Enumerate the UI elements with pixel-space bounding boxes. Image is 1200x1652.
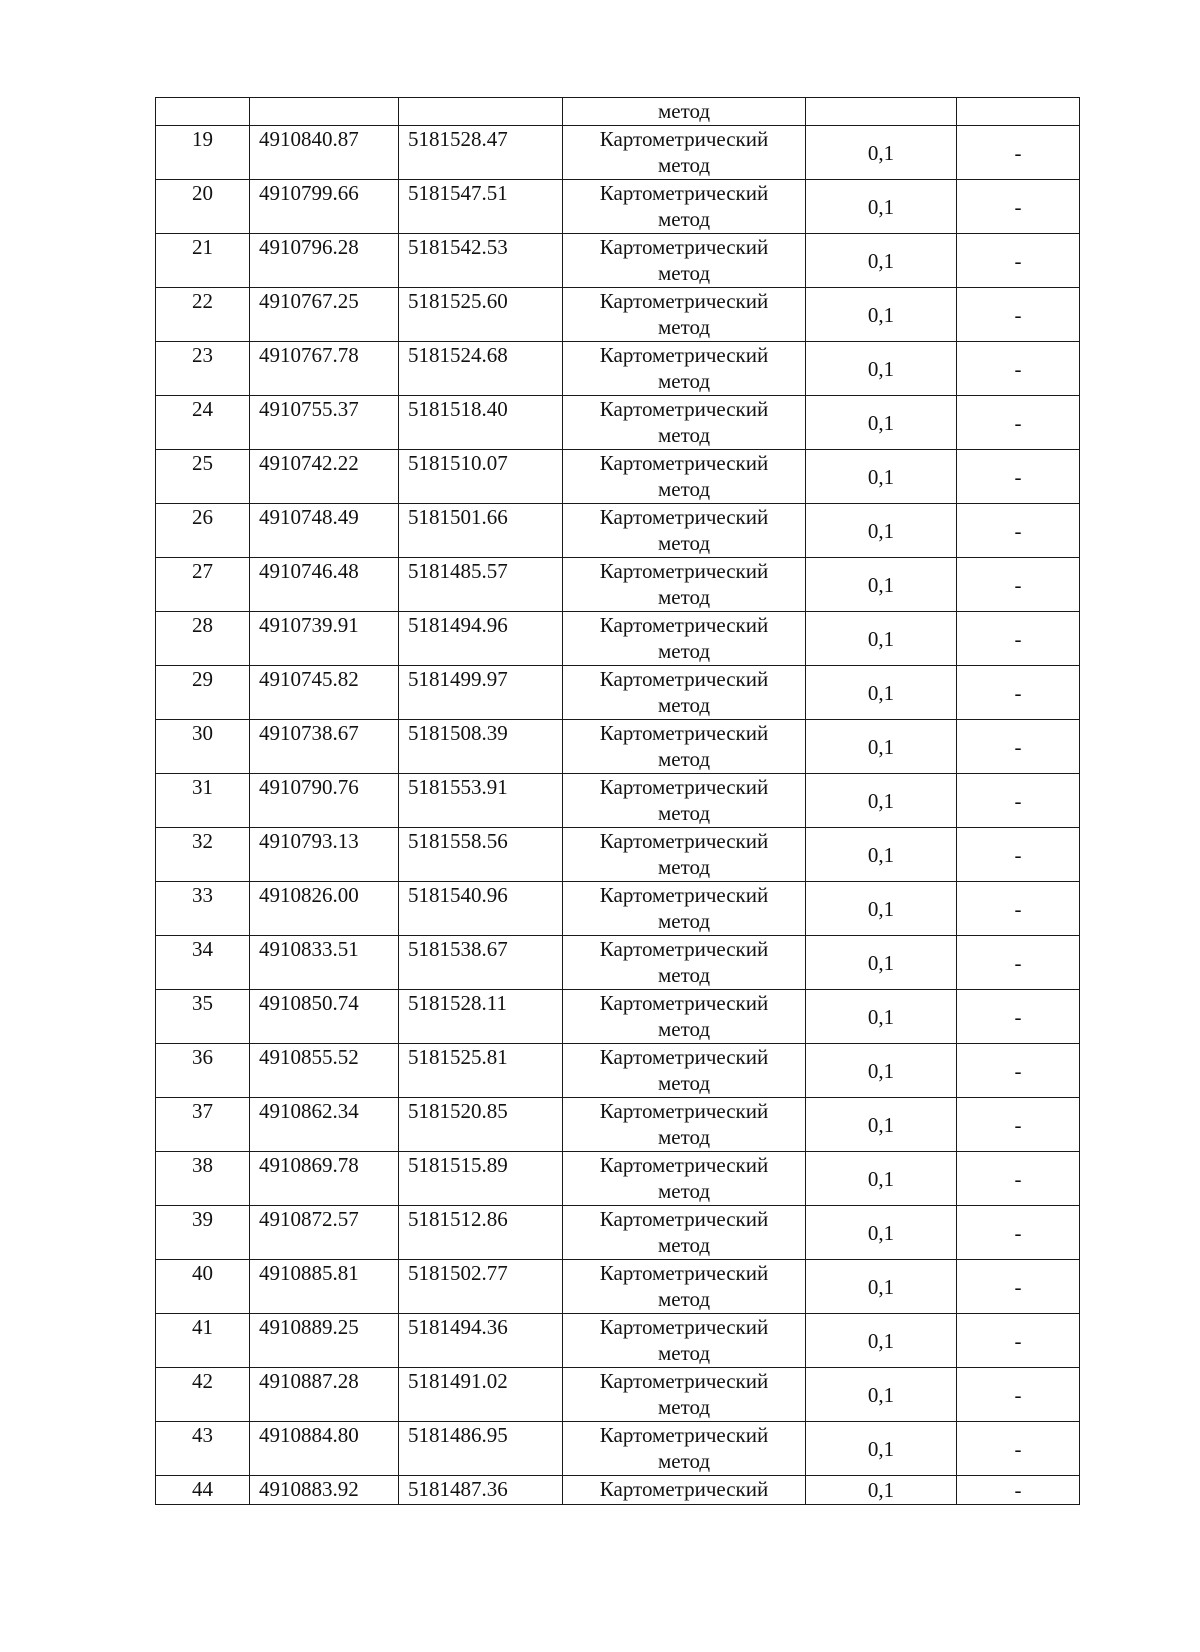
description-cell: - <box>957 450 1080 504</box>
accuracy-cell: 0,1 <box>806 774 957 828</box>
table-row <box>156 558 1080 612</box>
coordinates-table <box>155 97 1080 1505</box>
x-coordinate-value: 4910755.37 <box>259 397 359 421</box>
description-cell: - <box>957 882 1080 936</box>
table-row <box>156 1260 1080 1314</box>
x-coordinate-value: 4910748.49 <box>259 505 359 529</box>
y-coordinate-value: 5181510.07 <box>408 451 508 475</box>
description-cell: - <box>957 1476 1080 1505</box>
description-cell: - <box>957 342 1080 396</box>
method-cell <box>563 828 806 882</box>
y-coordinate-value: 5181491.02 <box>408 1369 508 1393</box>
x-coordinate-cell <box>250 1044 399 1098</box>
method-line-2: метод <box>657 1449 711 1473</box>
point-number-cell: 42 <box>156 1368 250 1422</box>
accuracy-cell: 0,1 <box>806 1098 957 1152</box>
method-line-1: Картометрический <box>599 181 769 205</box>
method-line-2: метод <box>657 153 711 177</box>
y-coordinate-value: 5181499.97 <box>408 667 508 691</box>
method-line-2: метод <box>657 801 711 825</box>
x-coordinate-cell <box>250 558 399 612</box>
accuracy-cell: 0,1 <box>806 396 957 450</box>
method-line-2: метод <box>657 423 711 447</box>
x-coordinate-cell <box>250 450 399 504</box>
y-coordinate-value: 5181487.36 <box>408 1477 508 1501</box>
method-cell <box>563 774 806 828</box>
table-row <box>156 612 1080 666</box>
method-line-1: Картометрический <box>599 1207 769 1231</box>
method-cell <box>563 1206 806 1260</box>
x-coordinate-cell <box>250 936 399 990</box>
accuracy-cell: 0,1 <box>806 558 957 612</box>
point-number-cell: 44 <box>156 1476 250 1505</box>
description-cell: - <box>957 234 1080 288</box>
method-line-2: метод <box>657 909 711 933</box>
method-line-1: Картометрический <box>599 721 769 745</box>
table-row <box>156 990 1080 1044</box>
method-cell <box>563 504 806 558</box>
continuation-cell-method <box>563 98 806 126</box>
y-coordinate-value: 5181553.91 <box>408 775 508 799</box>
x-coordinate-value: 4910883.92 <box>259 1477 359 1501</box>
description-cell: - <box>957 774 1080 828</box>
y-coordinate-value: 5181494.96 <box>408 613 508 637</box>
method-line-1: Картометрический <box>599 451 769 475</box>
table-row <box>156 1368 1080 1422</box>
x-coordinate-cell <box>250 504 399 558</box>
accuracy-cell: 0,1 <box>806 1314 957 1368</box>
y-coordinate-value: 5181518.40 <box>408 397 508 421</box>
method-line-1: Картометрический <box>599 1423 769 1447</box>
x-coordinate-cell <box>250 612 399 666</box>
method-cell <box>563 450 806 504</box>
point-number-cell: 22 <box>156 288 250 342</box>
method-line-1: Картометрический <box>599 775 769 799</box>
method-cell <box>563 558 806 612</box>
method-cell <box>563 342 806 396</box>
table-row <box>156 288 1080 342</box>
method-line-1: Картометрический <box>599 235 769 259</box>
y-coordinate-value: 5181542.53 <box>408 235 508 259</box>
accuracy-cell: 0,1 <box>806 450 957 504</box>
y-coordinate-cell <box>399 450 563 504</box>
description-cell: - <box>957 1260 1080 1314</box>
method-line-1: Картометрический <box>599 1099 769 1123</box>
method-line-2: метод <box>657 639 711 663</box>
table-row <box>156 180 1080 234</box>
continuation-row <box>156 98 1080 126</box>
y-coordinate-value: 5181485.57 <box>408 559 508 583</box>
table-row <box>156 720 1080 774</box>
method-cell <box>563 612 806 666</box>
method-line-1: Картометрический <box>599 559 769 583</box>
method-line-2: метод <box>657 1395 711 1419</box>
accuracy-cell: 0,1 <box>806 720 957 774</box>
y-coordinate-cell <box>399 720 563 774</box>
accuracy-cell: 0,1 <box>806 1368 957 1422</box>
accuracy-cell: 0,1 <box>806 126 957 180</box>
x-coordinate-value: 4910767.78 <box>259 343 359 367</box>
method-line-2: метод <box>657 1287 711 1311</box>
method-line-1: Картометрический <box>599 127 769 151</box>
continuation-cell-x <box>250 98 399 126</box>
y-coordinate-value: 5181501.66 <box>408 505 508 529</box>
table-row <box>156 882 1080 936</box>
method-cell <box>563 234 806 288</box>
method-line-2: метод <box>657 855 711 879</box>
description-cell: - <box>957 1368 1080 1422</box>
y-coordinate-cell <box>399 1260 563 1314</box>
accuracy-cell: 0,1 <box>806 234 957 288</box>
y-coordinate-value: 5181512.86 <box>408 1207 508 1231</box>
description-cell: - <box>957 558 1080 612</box>
x-coordinate-value: 4910855.52 <box>259 1045 359 1069</box>
method-line-2: метод <box>657 477 711 501</box>
x-coordinate-cell <box>250 1476 399 1505</box>
accuracy-cell: 0,1 <box>806 666 957 720</box>
x-coordinate-value: 4910742.22 <box>259 451 359 475</box>
accuracy-cell: 0,1 <box>806 1044 957 1098</box>
description-cell: - <box>957 126 1080 180</box>
x-coordinate-value: 4910869.78 <box>259 1153 359 1177</box>
x-coordinate-value: 4910746.48 <box>259 559 359 583</box>
method-line-1: Картометрический <box>599 1045 769 1069</box>
y-coordinate-cell <box>399 126 563 180</box>
y-coordinate-cell <box>399 1476 563 1505</box>
method-line-1: Картометрический <box>599 1261 769 1285</box>
method-line-2: метод <box>657 1071 711 1095</box>
method-line-2: метод <box>657 1017 711 1041</box>
method-line-1: Картометрический <box>599 667 769 691</box>
description-cell: - <box>957 936 1080 990</box>
accuracy-cell: 0,1 <box>806 1260 957 1314</box>
x-coordinate-cell <box>250 882 399 936</box>
table-row-last <box>156 1476 1080 1505</box>
method-line-1: Картометрический <box>599 505 769 529</box>
description-cell: - <box>957 1098 1080 1152</box>
point-number-cell: 26 <box>156 504 250 558</box>
method-line-1: Картометрический <box>599 1315 769 1339</box>
y-coordinate-value: 5181494.36 <box>408 1315 508 1339</box>
accuracy-cell: 0,1 <box>806 180 957 234</box>
method-line-1: Картометрический <box>599 613 769 637</box>
x-coordinate-cell <box>250 1260 399 1314</box>
x-coordinate-value: 4910889.25 <box>259 1315 359 1339</box>
method-line-2: метод <box>657 315 711 339</box>
point-number-cell: 30 <box>156 720 250 774</box>
method-line-1: Картометрический <box>599 883 769 907</box>
accuracy-cell: 0,1 <box>806 504 957 558</box>
method-cell <box>563 1044 806 1098</box>
method-cell <box>563 1260 806 1314</box>
x-coordinate-cell <box>250 828 399 882</box>
coordinates-table-body <box>156 98 1080 1505</box>
y-coordinate-value: 5181538.67 <box>408 937 508 961</box>
method-line-1: Картометрический <box>599 397 769 421</box>
table-row <box>156 666 1080 720</box>
description-cell: - <box>957 288 1080 342</box>
accuracy-cell: 0,1 <box>806 1422 957 1476</box>
x-coordinate-cell <box>250 1314 399 1368</box>
accuracy-cell: 0,1 <box>806 1206 957 1260</box>
y-coordinate-cell <box>399 1368 563 1422</box>
description-cell: - <box>957 1206 1080 1260</box>
y-coordinate-value: 5181524.68 <box>408 343 508 367</box>
y-coordinate-cell <box>399 396 563 450</box>
point-number-cell: 20 <box>156 180 250 234</box>
table-row <box>156 450 1080 504</box>
x-coordinate-value: 4910887.28 <box>259 1369 359 1393</box>
x-coordinate-value: 4910872.57 <box>259 1207 359 1231</box>
description-cell: - <box>957 1422 1080 1476</box>
y-coordinate-value: 5181502.77 <box>408 1261 508 1285</box>
y-coordinate-cell <box>399 666 563 720</box>
x-coordinate-cell <box>250 396 399 450</box>
y-coordinate-cell <box>399 288 563 342</box>
x-coordinate-cell <box>250 126 399 180</box>
table-row <box>156 774 1080 828</box>
y-coordinate-cell <box>399 342 563 396</box>
y-coordinate-value: 5181540.96 <box>408 883 508 907</box>
point-number-cell: 40 <box>156 1260 250 1314</box>
y-coordinate-cell <box>399 936 563 990</box>
method-line-2: метод <box>657 1233 711 1257</box>
accuracy-cell: 0,1 <box>806 288 957 342</box>
x-coordinate-cell <box>250 1098 399 1152</box>
y-coordinate-cell <box>399 180 563 234</box>
method-line-1: Картометрический <box>599 1153 769 1177</box>
y-coordinate-value: 5181515.89 <box>408 1153 508 1177</box>
table-row <box>156 126 1080 180</box>
method-line-2: метод <box>657 261 711 285</box>
y-coordinate-cell <box>399 1044 563 1098</box>
method-cell <box>563 720 806 774</box>
point-number-cell: 39 <box>156 1206 250 1260</box>
y-coordinate-value: 5181558.56 <box>408 829 508 853</box>
y-coordinate-value: 5181486.95 <box>408 1423 508 1447</box>
table-row <box>156 1206 1080 1260</box>
table-row <box>156 504 1080 558</box>
method-line-2: метод <box>657 207 711 231</box>
continuation-cell-y <box>399 98 563 126</box>
table-row <box>156 234 1080 288</box>
description-cell: - <box>957 1044 1080 1098</box>
x-coordinate-cell <box>250 234 399 288</box>
x-coordinate-cell <box>250 1368 399 1422</box>
accuracy-cell: 0,1 <box>806 828 957 882</box>
y-coordinate-cell <box>399 612 563 666</box>
table-row <box>156 1314 1080 1368</box>
point-number-cell: 32 <box>156 828 250 882</box>
y-coordinate-cell <box>399 882 563 936</box>
method-cell <box>563 1314 806 1368</box>
y-coordinate-cell <box>399 1206 563 1260</box>
point-number-cell: 36 <box>156 1044 250 1098</box>
y-coordinate-value: 5181525.81 <box>408 1045 508 1069</box>
x-coordinate-cell <box>250 720 399 774</box>
point-number-cell: 23 <box>156 342 250 396</box>
accuracy-cell: 0,1 <box>806 1152 957 1206</box>
description-cell: - <box>957 612 1080 666</box>
x-coordinate-value: 4910840.87 <box>259 127 359 151</box>
y-coordinate-cell <box>399 1152 563 1206</box>
table-row <box>156 828 1080 882</box>
x-coordinate-value: 4910885.81 <box>259 1261 359 1285</box>
x-coordinate-value: 4910738.67 <box>259 721 359 745</box>
continuation-cell-accuracy <box>806 98 957 126</box>
x-coordinate-cell <box>250 774 399 828</box>
y-coordinate-cell <box>399 990 563 1044</box>
point-number-cell: 38 <box>156 1152 250 1206</box>
y-coordinate-cell <box>399 558 563 612</box>
method-cell <box>563 1422 806 1476</box>
continuation-cell-num <box>156 98 250 126</box>
method-line-2: метод <box>657 585 711 609</box>
x-coordinate-value: 4910790.76 <box>259 775 359 799</box>
method-line-2: метод <box>657 963 711 987</box>
method-line-2: метод <box>657 1125 711 1149</box>
point-number-cell: 29 <box>156 666 250 720</box>
x-coordinate-cell <box>250 666 399 720</box>
method-cell <box>563 882 806 936</box>
description-cell: - <box>957 396 1080 450</box>
y-coordinate-cell <box>399 774 563 828</box>
method-cell <box>563 1476 806 1505</box>
method-cell <box>563 1368 806 1422</box>
x-coordinate-value: 4910833.51 <box>259 937 359 961</box>
accuracy-cell: 0,1 <box>806 612 957 666</box>
point-number-cell: 33 <box>156 882 250 936</box>
x-coordinate-cell <box>250 1422 399 1476</box>
x-coordinate-value: 4910767.25 <box>259 289 359 313</box>
table-row <box>156 1044 1080 1098</box>
method-cell <box>563 288 806 342</box>
x-coordinate-value: 4910796.28 <box>259 235 359 259</box>
description-cell: - <box>957 1314 1080 1368</box>
method-line-1: Картометрический <box>599 343 769 367</box>
y-coordinate-value: 5181520.85 <box>408 1099 508 1123</box>
description-cell: - <box>957 1152 1080 1206</box>
point-number-cell: 21 <box>156 234 250 288</box>
continuation-cell-description <box>957 98 1080 126</box>
table-row <box>156 396 1080 450</box>
y-coordinate-cell <box>399 504 563 558</box>
method-line-1: Картометрический <box>599 991 769 1015</box>
y-coordinate-value: 5181528.47 <box>408 127 508 151</box>
accuracy-cell: 0,1 <box>806 342 957 396</box>
method-line-1: Картометрический <box>599 937 769 961</box>
x-coordinate-cell <box>250 1206 399 1260</box>
point-number-cell: 41 <box>156 1314 250 1368</box>
method-cell <box>563 666 806 720</box>
x-coordinate-value: 4910745.82 <box>259 667 359 691</box>
y-coordinate-cell <box>399 828 563 882</box>
y-coordinate-cell <box>399 1314 563 1368</box>
y-coordinate-cell <box>399 234 563 288</box>
table-row <box>156 342 1080 396</box>
method-line-2: метод <box>657 1341 711 1365</box>
x-coordinate-cell <box>250 990 399 1044</box>
description-cell: - <box>957 180 1080 234</box>
method-cell <box>563 936 806 990</box>
accuracy-cell: 0,1 <box>806 882 957 936</box>
y-coordinate-value: 5181547.51 <box>408 181 508 205</box>
point-number-cell: 43 <box>156 1422 250 1476</box>
x-coordinate-cell <box>250 288 399 342</box>
description-cell: - <box>957 666 1080 720</box>
y-coordinate-cell <box>399 1098 563 1152</box>
method-line-1: Картометрический <box>599 1369 769 1393</box>
method-line-2: метод <box>657 1179 711 1203</box>
point-number-cell: 27 <box>156 558 250 612</box>
method-cell <box>563 180 806 234</box>
method-cell <box>563 396 806 450</box>
x-coordinate-value: 4910799.66 <box>259 181 359 205</box>
x-coordinate-value: 4910850.74 <box>259 991 359 1015</box>
method-line-1: Картометрический <box>599 289 769 313</box>
table-row <box>156 1152 1080 1206</box>
point-number-cell: 34 <box>156 936 250 990</box>
x-coordinate-value: 4910739.91 <box>259 613 359 637</box>
point-number-cell: 35 <box>156 990 250 1044</box>
continuation-method-text: метод <box>657 99 711 123</box>
point-number-cell: 31 <box>156 774 250 828</box>
point-number-cell: 25 <box>156 450 250 504</box>
method-line-2: метод <box>657 531 711 555</box>
x-coordinate-cell <box>250 1152 399 1206</box>
method-cell <box>563 1098 806 1152</box>
point-number-cell: 24 <box>156 396 250 450</box>
method-cell <box>563 1152 806 1206</box>
method-line-2: метод <box>657 693 711 717</box>
y-coordinate-value: 5181528.11 <box>408 991 507 1015</box>
method-cell <box>563 990 806 1044</box>
x-coordinate-value: 4910862.34 <box>259 1099 359 1123</box>
table-row <box>156 1422 1080 1476</box>
method-line-1: Картометрический <box>599 829 769 853</box>
point-number-cell: 37 <box>156 1098 250 1152</box>
y-coordinate-cell <box>399 1422 563 1476</box>
y-coordinate-value: 5181508.39 <box>408 721 508 745</box>
table-row <box>156 1098 1080 1152</box>
accuracy-cell: 0,1 <box>806 1476 957 1505</box>
description-cell: - <box>957 720 1080 774</box>
method-line-2: метод <box>657 747 711 771</box>
point-number-cell: 28 <box>156 612 250 666</box>
method-cell <box>563 126 806 180</box>
accuracy-cell: 0,1 <box>806 936 957 990</box>
accuracy-cell: 0,1 <box>806 990 957 1044</box>
x-coordinate-value: 4910826.00 <box>259 883 359 907</box>
y-coordinate-value: 5181525.60 <box>408 289 508 313</box>
method-line-1: Картометрический <box>599 1477 769 1501</box>
x-coordinate-cell <box>250 180 399 234</box>
table-row <box>156 936 1080 990</box>
description-cell: - <box>957 504 1080 558</box>
x-coordinate-cell <box>250 342 399 396</box>
x-coordinate-value: 4910793.13 <box>259 829 359 853</box>
description-cell: - <box>957 828 1080 882</box>
description-cell: - <box>957 990 1080 1044</box>
point-number-cell: 19 <box>156 126 250 180</box>
x-coordinate-value: 4910884.80 <box>259 1423 359 1447</box>
method-line-2: метод <box>657 369 711 393</box>
